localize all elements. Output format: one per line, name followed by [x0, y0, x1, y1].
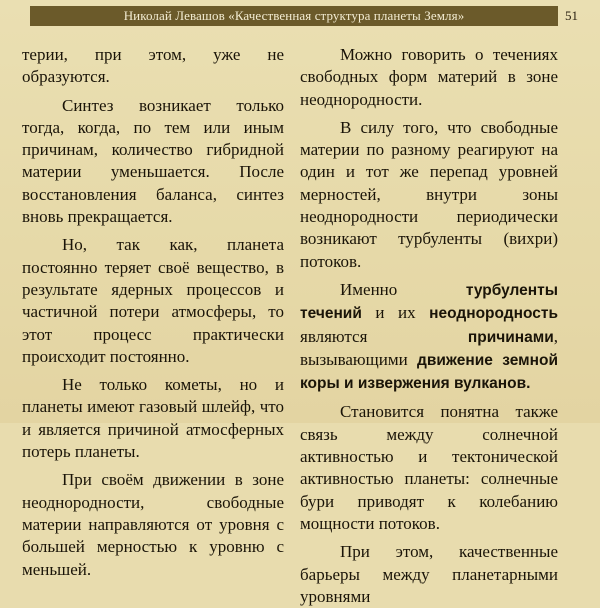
paragraph-movement-in-zone: При своём движении в зоне неоднородности, свободные материи направляются от уровня с большей мерностью к уровню с меньшей.: [22, 470, 284, 579]
emphasis-causes: причинами: [467, 328, 554, 346]
paragraph-turbulents: В силу того, что свободные материи по разному реагируют на один и тот же перепад уровней мерностей, внутри зоны неоднородности периодически возникают турбуленты (вихри) потоков.: [300, 117, 558, 271]
right-column: [300, 44, 558, 608]
paragraph-gas-tail: Не только кометы, но и планеты имеют газовый шлейф, что и является причиной атмосферных потерь планеты.: [22, 375, 284, 462]
paragraph-continuation: терии, при этом, уже не образуются.: [22, 45, 284, 87]
paragraph-currents: Можно говорить о течениях свободных форм материй в зоне неоднородности.: [300, 45, 558, 109]
left-column: [22, 44, 284, 581]
page-number: 51: [565, 8, 578, 23]
emphasis-turbulents: турбуленты течений: [300, 281, 558, 323]
emphasis-inhomogeneity: неоднородность: [429, 305, 558, 323]
paragraph-causes: Именно турбуленты течений и их неоднородность являются причинами, вызывающими движение земной коры и извержения вулканов.: [300, 279, 558, 393]
running-header: Николай Левашов «Качественная структура планеты Земля»: [30, 6, 558, 26]
paragraph-synthesis: Синтез возникает только тогда, когда, по тем или иным причинам, количество гибридной материи уменьшается. После восстановления баланса, синтез вновь прекращается.: [22, 95, 284, 227]
paragraph-planet-loses-matter: Но, так как, планета постоянно теряет своё вещество, в результате ядерных процессов и частичной потери атмосферы, то этот процесс практически происходит постоянно.: [22, 235, 284, 366]
paragraph-solar-activity: Становится понятна также связь между солнечной активностью и тектонической активностью планеты: солнечные бури приводят к колебанию мощности потоков.: [300, 402, 558, 533]
paragraph-barriers: При этом, качественные барьеры между планетарными уровнями: [300, 542, 558, 606]
emphasis-crust-volcanoes: движение земной коры и извержения вулканов.: [300, 351, 558, 393]
